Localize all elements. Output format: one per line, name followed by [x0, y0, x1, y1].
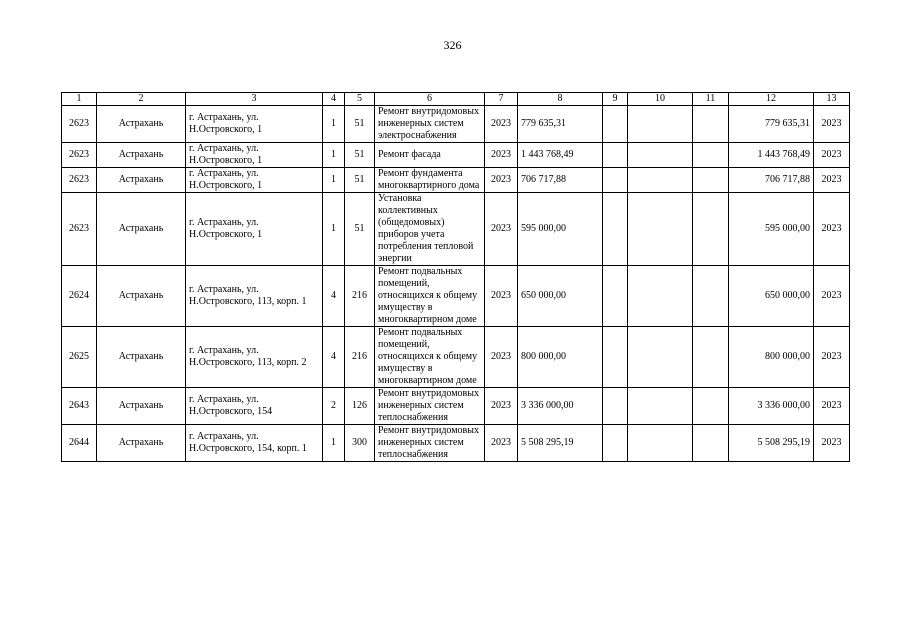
col13-year-cell: 2023 — [814, 106, 850, 143]
column-header: 11 — [693, 93, 729, 106]
address-cell: г. Астрахань, ул. Н.Островского, 154 — [186, 388, 323, 425]
year-cell: 2023 — [485, 193, 518, 266]
col13-year-cell: 2023 — [814, 425, 850, 462]
table-row — [62, 425, 850, 462]
column-header: 1 — [62, 93, 97, 106]
total-cost-cell: 706 717,88 — [729, 168, 814, 193]
city-cell: Астрахань — [97, 425, 186, 462]
col11-cell — [693, 106, 729, 143]
work-type-cell: Ремонт внутридомовых инженерных систем теплоснабжения — [375, 388, 485, 425]
col5-cell: 51 — [345, 168, 375, 193]
address-cell: г. Астрахань, ул. Н.Островского, 1 — [186, 193, 323, 266]
column-header: 2 — [97, 93, 186, 106]
work-type-cell: Ремонт подвальных помещений, относящихся к общему имуществу в многоквартирном доме — [375, 266, 485, 327]
city-cell: Астрахань — [97, 266, 186, 327]
total-cost-cell: 5 508 295,19 — [729, 425, 814, 462]
work-type-cell: Ремонт фасада — [375, 143, 485, 168]
table-row — [62, 168, 850, 193]
col11-cell — [693, 266, 729, 327]
col11-cell — [693, 425, 729, 462]
house-id-cell: 2623 — [62, 106, 97, 143]
col11-cell — [693, 168, 729, 193]
work-type-cell: Ремонт внутридомовых инженерных систем электроснабжения — [375, 106, 485, 143]
col4-cell: 1 — [323, 143, 345, 168]
work-type-cell: Ремонт фундамента многоквартирного дома — [375, 168, 485, 193]
col10-cell — [628, 425, 693, 462]
total-cost-cell: 800 000,00 — [729, 327, 814, 388]
col13-year-cell: 2023 — [814, 266, 850, 327]
col13-year-cell: 2023 — [814, 327, 850, 388]
column-header: 12 — [729, 93, 814, 106]
column-number-row — [62, 93, 850, 106]
house-id-cell: 2623 — [62, 168, 97, 193]
column-header: 6 — [375, 93, 485, 106]
col5-cell: 51 — [345, 143, 375, 168]
address-cell: г. Астрахань, ул. Н.Островского, 1 — [186, 143, 323, 168]
column-header: 8 — [518, 93, 603, 106]
col4-cell: 1 — [323, 106, 345, 143]
year-cell: 2023 — [485, 168, 518, 193]
total-cost-cell: 595 000,00 — [729, 193, 814, 266]
cost-cell: 3 336 000,00 — [518, 388, 603, 425]
table-row — [62, 388, 850, 425]
work-type-cell: Ремонт подвальных помещений, относящихся к общему имуществу в многоквартирном доме — [375, 327, 485, 388]
col9-cell — [603, 193, 628, 266]
city-cell: Астрахань — [97, 168, 186, 193]
col4-cell: 4 — [323, 266, 345, 327]
house-id-cell: 2643 — [62, 388, 97, 425]
cost-cell: 779 635,31 — [518, 106, 603, 143]
cost-cell: 5 508 295,19 — [518, 425, 603, 462]
table-row — [62, 327, 850, 388]
address-cell: г. Астрахань, ул. Н.Островского, 113, корп. 2 — [186, 327, 323, 388]
col9-cell — [603, 327, 628, 388]
column-header: 7 — [485, 93, 518, 106]
col5-cell: 126 — [345, 388, 375, 425]
col10-cell — [628, 193, 693, 266]
col10-cell — [628, 266, 693, 327]
col10-cell — [628, 388, 693, 425]
col4-cell: 1 — [323, 425, 345, 462]
col11-cell — [693, 193, 729, 266]
col9-cell — [603, 388, 628, 425]
column-header: 13 — [814, 93, 850, 106]
col5-cell: 216 — [345, 266, 375, 327]
col10-cell — [628, 327, 693, 388]
cost-cell: 800 000,00 — [518, 327, 603, 388]
year-cell: 2023 — [485, 425, 518, 462]
work-type-cell: Ремонт внутридомовых инженерных систем теплоснабжения — [375, 425, 485, 462]
house-id-cell: 2624 — [62, 266, 97, 327]
column-header: 5 — [345, 93, 375, 106]
total-cost-cell: 650 000,00 — [729, 266, 814, 327]
page-number: 326 — [443, 38, 462, 52]
house-id-cell: 2623 — [62, 193, 97, 266]
house-id-cell: 2644 — [62, 425, 97, 462]
address-cell: г. Астрахань, ул. Н.Островского, 1 — [186, 106, 323, 143]
cost-cell: 595 000,00 — [518, 193, 603, 266]
col10-cell — [628, 168, 693, 193]
column-header: 9 — [603, 93, 628, 106]
table-row — [62, 193, 850, 266]
year-cell: 2023 — [485, 327, 518, 388]
city-cell: Астрахань — [97, 327, 186, 388]
col4-cell: 2 — [323, 388, 345, 425]
city-cell: Астрахань — [97, 193, 186, 266]
col5-cell: 300 — [345, 425, 375, 462]
cost-cell: 706 717,88 — [518, 168, 603, 193]
col4-cell: 4 — [323, 327, 345, 388]
col13-year-cell: 2023 — [814, 193, 850, 266]
col11-cell — [693, 143, 729, 168]
col5-cell: 51 — [345, 193, 375, 266]
year-cell: 2023 — [485, 106, 518, 143]
address-cell: г. Астрахань, ул. Н.Островского, 1 — [186, 168, 323, 193]
table-row — [62, 106, 850, 143]
col11-cell — [693, 388, 729, 425]
year-cell: 2023 — [485, 143, 518, 168]
col5-cell: 51 — [345, 106, 375, 143]
table-row — [62, 266, 850, 327]
column-header: 10 — [628, 93, 693, 106]
col5-cell: 216 — [345, 327, 375, 388]
col10-cell — [628, 106, 693, 143]
col10-cell — [628, 143, 693, 168]
address-cell: г. Астрахань, ул. Н.Островского, 154, корп. 1 — [186, 425, 323, 462]
col4-cell: 1 — [323, 193, 345, 266]
cost-cell: 1 443 768,49 — [518, 143, 603, 168]
capital-repair-table — [61, 92, 850, 462]
total-cost-cell: 3 336 000,00 — [729, 388, 814, 425]
col9-cell — [603, 106, 628, 143]
col13-year-cell: 2023 — [814, 168, 850, 193]
table-row — [62, 143, 850, 168]
year-cell: 2023 — [485, 388, 518, 425]
year-cell: 2023 — [485, 266, 518, 327]
col9-cell — [603, 425, 628, 462]
col4-cell: 1 — [323, 168, 345, 193]
house-id-cell: 2625 — [62, 327, 97, 388]
house-id-cell: 2623 — [62, 143, 97, 168]
column-header: 3 — [186, 93, 323, 106]
col13-year-cell: 2023 — [814, 143, 850, 168]
total-cost-cell: 1 443 768,49 — [729, 143, 814, 168]
col9-cell — [603, 266, 628, 327]
address-cell: г. Астрахань, ул. Н.Островского, 113, корп. 1 — [186, 266, 323, 327]
city-cell: Астрахань — [97, 388, 186, 425]
column-header: 4 — [323, 93, 345, 106]
col9-cell — [603, 168, 628, 193]
col13-year-cell: 2023 — [814, 388, 850, 425]
city-cell: Астрахань — [97, 143, 186, 168]
total-cost-cell: 779 635,31 — [729, 106, 814, 143]
col11-cell — [693, 327, 729, 388]
work-type-cell: Установка коллективных (общедомовых) приборов учета потребления тепловой энергии — [375, 193, 485, 266]
col9-cell — [603, 143, 628, 168]
cost-cell: 650 000,00 — [518, 266, 603, 327]
city-cell: Астрахань — [97, 106, 186, 143]
